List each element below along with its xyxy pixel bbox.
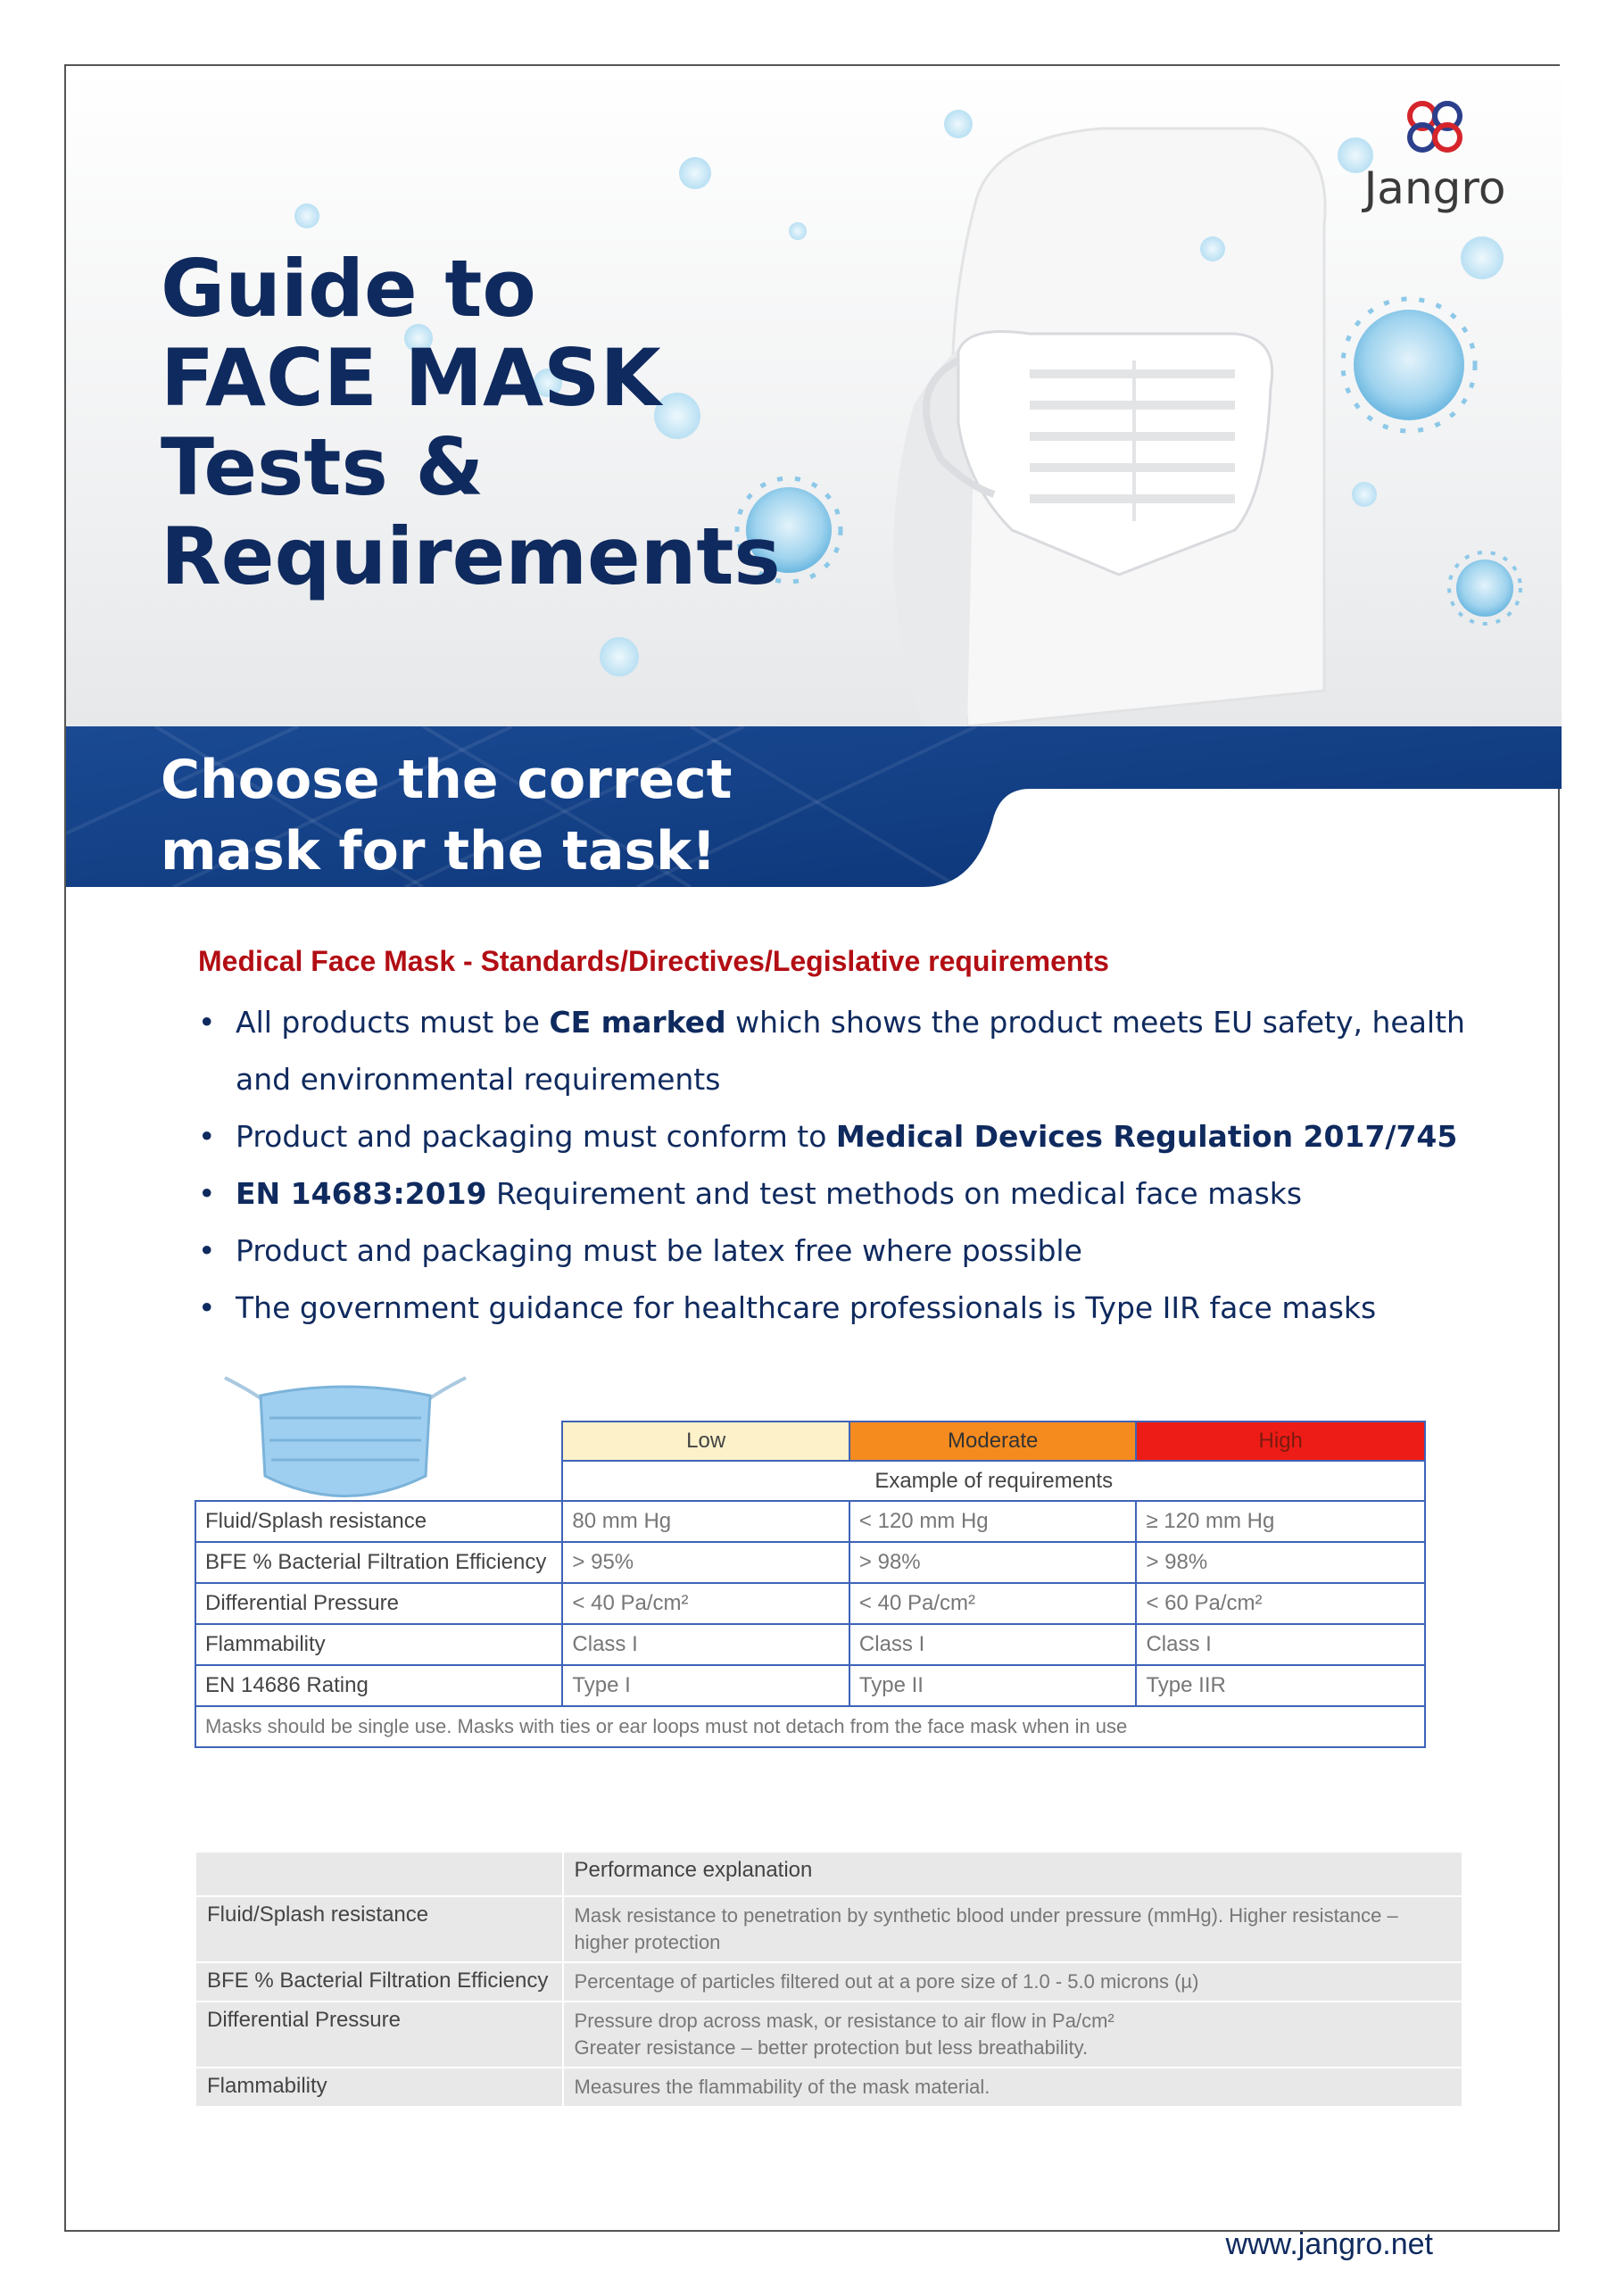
table-cell: Class I xyxy=(562,1624,849,1665)
table-header: Performance explanation xyxy=(563,1852,1462,1896)
banner-line: Choose the correct xyxy=(161,749,733,811)
title-line: FACE MASK xyxy=(161,332,661,424)
row-label: Differential Pressure xyxy=(195,2002,563,2068)
row-label: Differential Pressure xyxy=(195,1583,562,1624)
table-row xyxy=(195,1852,1462,1896)
table-cell: Type I xyxy=(562,1665,849,1706)
hero-section xyxy=(66,66,1562,726)
table-cell: Type II xyxy=(849,1665,1137,1706)
table-row xyxy=(195,1962,1462,2002)
table-row xyxy=(195,1624,1425,1665)
level-low: Low xyxy=(562,1422,849,1461)
row-label: Fluid/Splash resistance xyxy=(195,1501,562,1542)
row-label: BFE % Bacterial Filtration Efficiency xyxy=(195,1962,563,2002)
table-row xyxy=(195,1583,1425,1624)
table-cell: > 95% xyxy=(562,1542,849,1583)
title-line: Requirements xyxy=(161,510,781,602)
table-row xyxy=(195,1706,1425,1747)
row-label: Fluid/Splash resistance xyxy=(195,1896,563,1962)
table-cell: ≥ 120 mm Hg xyxy=(1136,1501,1425,1542)
table-cell: < 120 mm Hg xyxy=(849,1501,1137,1542)
row-label: Flammability xyxy=(195,1624,562,1665)
row-label: EN 14686 Rating xyxy=(195,1665,562,1706)
table-row xyxy=(195,1422,1425,1461)
list-item: • Product and packaging must be latex free where possible xyxy=(198,1223,1465,1280)
table-cell: > 98% xyxy=(849,1542,1137,1583)
list-item: • The government guidance for healthcare professionals is Type IIR face masks xyxy=(198,1280,1465,1337)
table-row xyxy=(195,2002,1462,2068)
requirements-list xyxy=(198,994,1465,1337)
list-item: • All products must be CE marked which shows the product meets EU safety, health and environmental requirements xyxy=(198,994,1465,1108)
title-line: Tests & xyxy=(161,421,485,513)
table-row xyxy=(195,1665,1425,1706)
table-cell: Measures the flammability of the mask material. xyxy=(563,2068,1462,2107)
table-cell: < 40 Pa/cm² xyxy=(849,1583,1137,1624)
level-moderate: Moderate xyxy=(849,1422,1137,1461)
list-item: • Product and packaging must conform to Medical Devices Regulation 2017/745 xyxy=(198,1108,1465,1165)
page-title xyxy=(161,245,781,601)
table-cell: Class I xyxy=(849,1624,1137,1665)
section-heading: Medical Face Mask - Standards/Directives/Legislative requirements xyxy=(198,945,1109,977)
table-cell: Percentage of particles filtered out at a pore size of 1.0 - 5.0 microns (µ) xyxy=(563,1962,1462,2002)
list-item: • EN 14683:2019 Requirement and test methods on medical face masks xyxy=(198,1165,1465,1223)
table-cell: < 40 Pa/cm² xyxy=(562,1583,849,1624)
performance-table xyxy=(195,1851,1463,2108)
table-cell: < 60 Pa/cm² xyxy=(1136,1583,1425,1624)
requirements-table xyxy=(195,1421,1426,1748)
level-high: High xyxy=(1136,1422,1425,1461)
table-row xyxy=(195,1461,1425,1501)
page-frame xyxy=(64,64,1560,2261)
table-subheader: Example of requirements xyxy=(562,1461,1425,1501)
row-label: BFE % Bacterial Filtration Efficiency xyxy=(195,1542,562,1583)
table-row xyxy=(195,1542,1425,1583)
table-cell: Pressure drop across mask, or resistance to air flow in Pa/cm² Greater resistance – better protection but less breathability. xyxy=(563,2002,1462,2068)
table-cell: > 98% xyxy=(1136,1542,1425,1583)
banner-line: mask for the task! xyxy=(161,820,717,883)
title-line: Guide to xyxy=(161,243,536,335)
table-cell: Class I xyxy=(1136,1624,1425,1665)
table-row xyxy=(195,2068,1462,2107)
website-link[interactable]: www.jangro.net xyxy=(1225,2227,1433,2261)
table-row xyxy=(195,1501,1425,1542)
table-cell: Type IIR xyxy=(1136,1665,1425,1706)
table-cell: Mask resistance to penetration by synthetic blood under pressure (mmHg). Higher resistance – higher protection xyxy=(563,1896,1462,1962)
logo-emblem-icon xyxy=(1363,91,1506,162)
jangro-logo xyxy=(1363,91,1506,214)
table-row xyxy=(195,1896,1462,1962)
row-label: Flammability xyxy=(195,2068,563,2107)
table-cell: 80 mm Hg xyxy=(562,1501,849,1542)
brand-name: Jangro xyxy=(1363,162,1506,214)
banner-heading xyxy=(161,744,732,887)
table-note: Masks should be single use. Masks with ties or ear loops must not detach from the face mask when in use xyxy=(195,1706,1425,1747)
